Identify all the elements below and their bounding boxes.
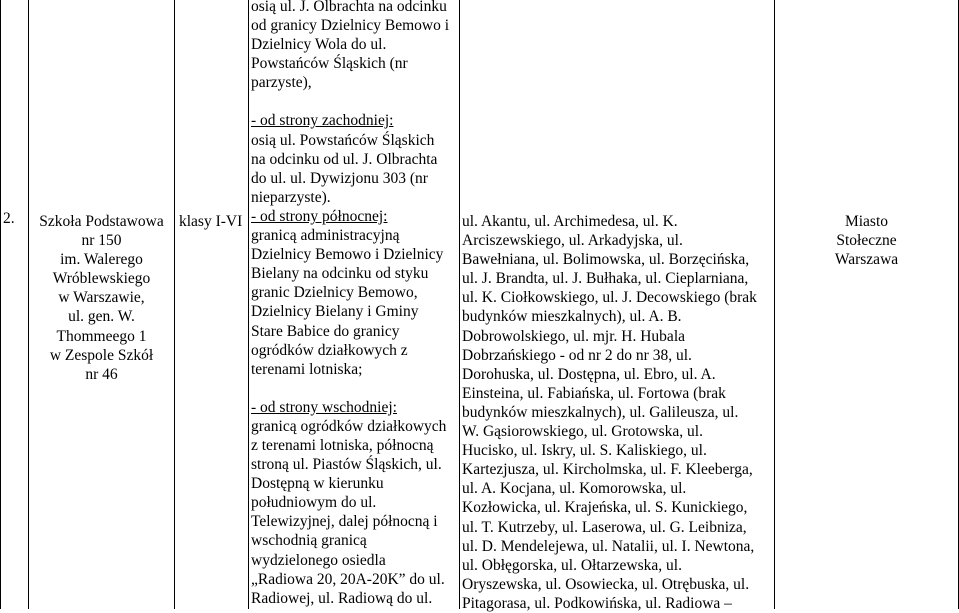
- street-line: ul. T. Kutrzeby, ul. Laserowa, ul. G. Leibniza,: [462, 518, 747, 536]
- boundaries-cell: [251, 0, 449, 608]
- row-number-cell: [3, 209, 15, 228]
- boundary-line: do ul. ul. Dywizjonu 303 (nr: [251, 169, 428, 187]
- north-heading: - od strony północnej:: [251, 207, 388, 225]
- street-line: ul. D. Mendelejewa, ul. Natalii, ul. I. Newtona,: [462, 537, 755, 555]
- boundary-line: osią ul. Powstańców Śląskich: [251, 131, 435, 149]
- school-line: Wróblewskiego: [52, 270, 151, 288]
- street-line: Pitagorasa, ul. Podkowińska, ul. Radiowa –: [462, 594, 732, 612]
- street-line: ul. A. Kocjana, ul. Komorowska, ul.: [462, 480, 687, 498]
- boundary-line: na odcinku od ul. J. Olbrachta: [251, 150, 438, 168]
- boundary-line: Dzielnicy Bemowo i Dzielnicy: [251, 246, 444, 264]
- boundary-line: nieparzyste).: [251, 188, 331, 206]
- street-line: budynków mieszkalnych), ul. Galileusza, ul.: [462, 403, 739, 421]
- school-line: Thommeego 1: [56, 327, 147, 345]
- boundary-line: od granicy Dzielnicy Bemowo i: [251, 17, 450, 35]
- boundary-line: Dzielnicy Wola do ul.: [251, 36, 387, 54]
- boundary-line: ogródków działkowych z: [251, 341, 408, 359]
- street-line: Oryszewska, ul. Osowiecka, ul. Otrębuska, ul.: [462, 575, 750, 593]
- school-line: nr 150: [81, 232, 122, 250]
- column-divider: [0, 0, 1, 609]
- street-line: Dorohuska, ul. Dostępna, ul. Ebro, ul. A.: [462, 365, 716, 383]
- east-heading: - od strony wschodniej:: [251, 398, 397, 416]
- street-line: Kozłowicka, ul. Krajeńska, ul. S. Kunickiego,: [462, 499, 748, 517]
- column-divider: [248, 0, 249, 609]
- boundary-line: „Radiowa 20, 20A-20K” do ul.: [251, 570, 445, 588]
- street-line: ul. K. Ciołkowskiego, ul. J. Decowskiego (brak: [462, 289, 757, 307]
- column-divider: [774, 0, 775, 609]
- column-divider: [174, 0, 175, 609]
- street-line: Dobrowolskiego, ul. mjr. H. Hubala: [462, 327, 686, 345]
- body-line: Stołeczne: [836, 232, 897, 250]
- classes-value: klasy I-VI: [179, 213, 243, 230]
- school-line: w Warszawie,: [58, 289, 145, 307]
- classes-cell: [179, 212, 242, 231]
- boundary-line: granicą administracyjną: [251, 227, 400, 245]
- school-line: Szkoła Podstawowa: [39, 213, 164, 230]
- boundary-line: Powstańców Śląskich (nr: [251, 55, 408, 73]
- boundary-line: granic Dzielnicy Bemowo,: [251, 284, 418, 302]
- school-line: ul. gen. W.: [68, 308, 135, 326]
- street-line: ul. J. Brandta, ul. J. Bułhaka, ul. Cieplarniana,: [462, 270, 749, 288]
- boundary-line: Telewizyjnej, dalej północną i: [251, 513, 438, 531]
- school-line: im. Walerego: [60, 251, 143, 269]
- boundary-line: Bielany na odcinku od styku: [251, 265, 429, 283]
- boundary-line: Dostępną w kierunku: [251, 475, 384, 493]
- street-line: Einsteina, ul. Fabiańska, ul. Fortowa (brak: [462, 384, 726, 402]
- west-heading: - od strony zachodniej:: [251, 112, 394, 130]
- boundary-line: Stare Babice do granicy: [251, 322, 400, 340]
- boundary-line: parzyste),: [251, 74, 312, 92]
- boundary-line: osią ul. J. Olbrachta na odcinku: [251, 0, 447, 15]
- boundary-line: terenami lotniska;: [251, 360, 363, 378]
- row-number: 2.: [3, 210, 15, 227]
- street-line: W. Gąsiorowskiego, ul. Grotowska, ul.: [462, 423, 703, 441]
- street-line: ul. Obłęgorska, ul. Ołtarzewska, ul.: [462, 556, 682, 574]
- streets-cell: [462, 212, 757, 613]
- boundary-line: wydzielonego osiedla: [251, 551, 386, 569]
- school-cell: [29, 212, 174, 384]
- boundary-line: południowym do ul.: [251, 494, 377, 512]
- boundary-line: Dzielnicy Bielany i Gminy: [251, 303, 419, 321]
- street-line: budynków mieszkalnych), ul. A. B.: [462, 308, 682, 326]
- street-line: Dobrzańskiego - od nr 2 do nr 38, ul.: [462, 346, 692, 364]
- street-line: Kartezjusza, ul. Kircholmska, ul. F. Kleeberga,: [462, 461, 753, 479]
- school-line: w Zespole Szkół: [49, 346, 154, 364]
- street-line: Arciszewskiego, ul. Arkadyjska, ul.: [462, 232, 683, 250]
- boundary-line: granicą ogródków działkowych: [251, 417, 447, 435]
- street-line: Hucisko, ul. Iskry, ul. S. Kaliskiego, ul.: [462, 442, 707, 460]
- boundary-line: z terenami lotniska, północną: [251, 436, 434, 454]
- body-cell: [775, 212, 958, 269]
- boundary-line: wschodnią granicą: [251, 532, 367, 550]
- boundary-line: Radiowej, ul. Radiową do ul.: [251, 589, 433, 607]
- body-line: Miasto: [844, 213, 889, 230]
- body-line: Warszawa: [834, 251, 899, 269]
- column-divider: [459, 0, 460, 609]
- school-line: nr 46: [85, 365, 118, 383]
- street-line: ul. Akantu, ul. Archimedesa, ul. K.: [462, 213, 678, 230]
- boundary-line: stroną ul. Piastów Śląskich, ul.: [251, 456, 442, 474]
- street-line: Bawełniana, ul. Bolimowska, ul. Borzęcińska,: [462, 251, 750, 269]
